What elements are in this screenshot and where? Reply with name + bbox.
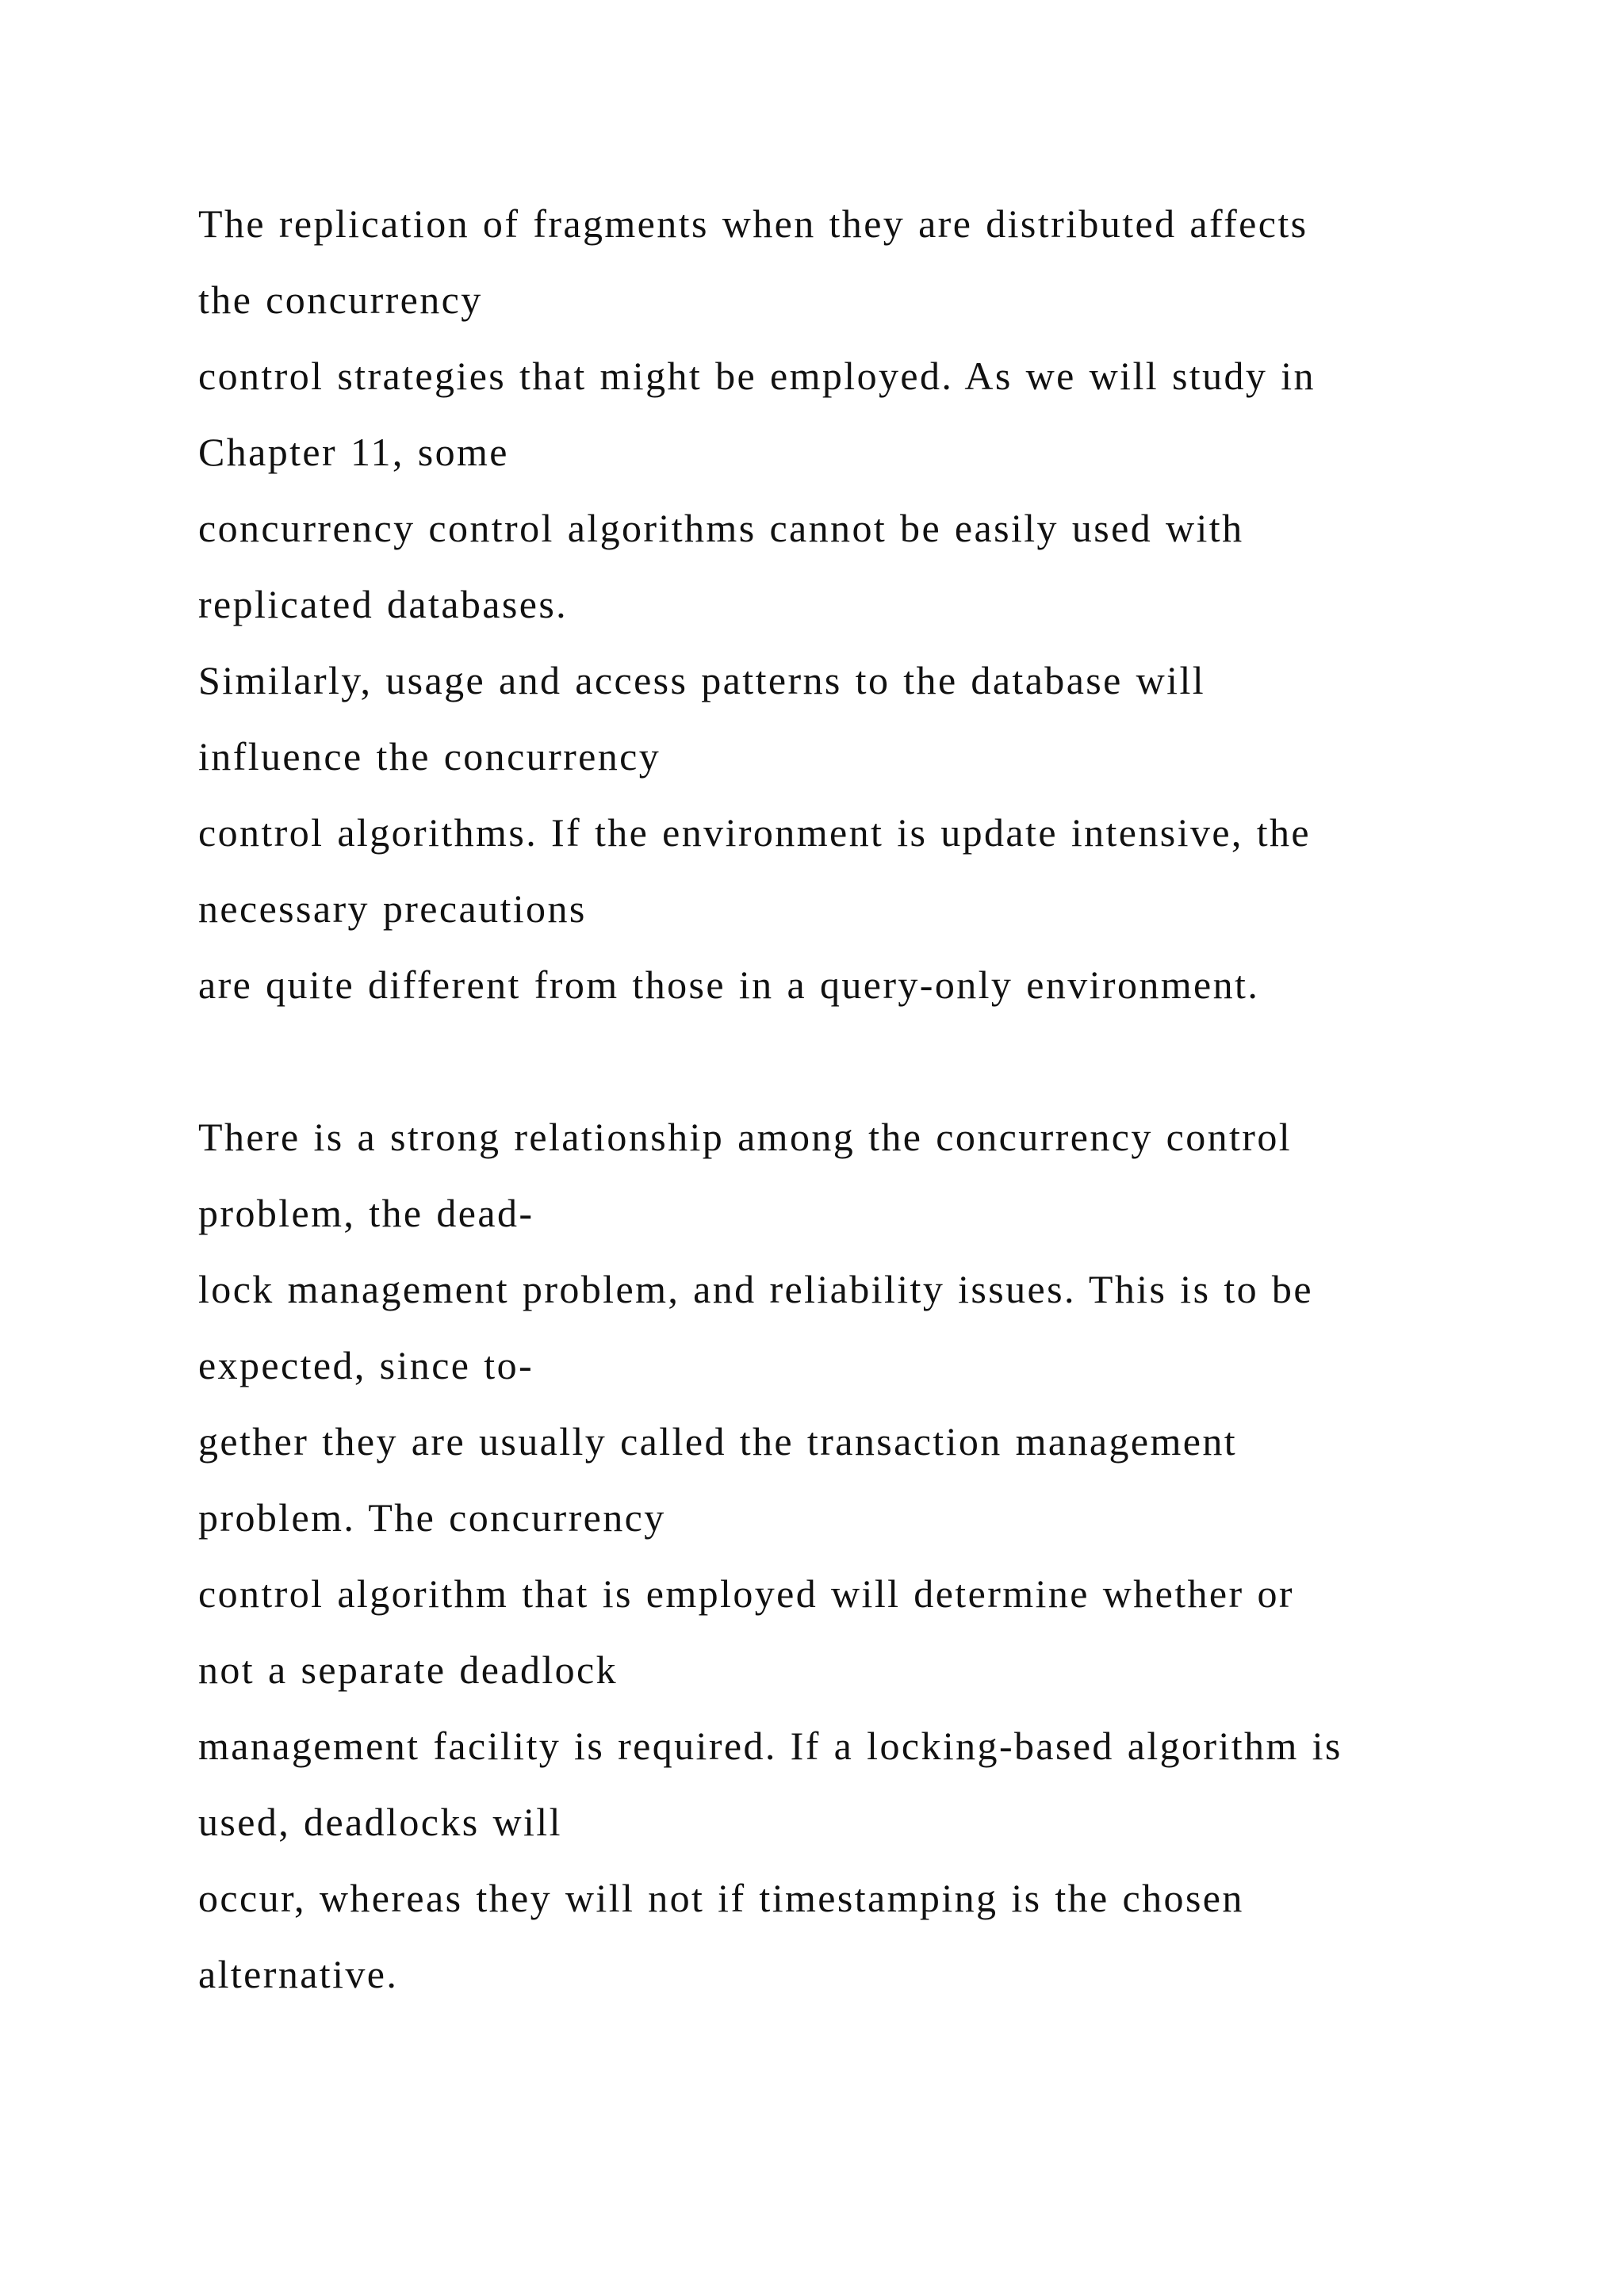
- text-line: necessary precautions: [198, 886, 587, 931]
- text-line: problem. The concurrency: [198, 1495, 666, 1540]
- text-line: There is a strong relationship among the concurrency control: [198, 1115, 1293, 1159]
- text-line: The replication of fragments when they are distributed affects: [198, 201, 1308, 246]
- text-line: not a separate deadlock: [198, 1647, 619, 1692]
- text-line: used, deadlocks will: [198, 1800, 562, 1844]
- document-body: [198, 186, 1546, 2012]
- text-line: Similarly, usage and access patterns to the database will: [198, 658, 1206, 702]
- text-line: management facility is required. If a locking-based algorithm is: [198, 1724, 1342, 1768]
- text-line: influence the concurrency: [198, 734, 661, 779]
- text-line: expected, since to-: [198, 1343, 534, 1387]
- paragraph-1: [198, 186, 1546, 1023]
- text-line: control strategies that might be employed. As we will study in: [198, 354, 1316, 398]
- text-line: Chapter 11, some: [198, 430, 509, 474]
- text-line: control algorithm that is employed will determine whether or: [198, 1571, 1294, 1616]
- text-line: concurrency control algorithms cannot be easily used with: [198, 506, 1244, 550]
- text-line: are quite different from those in a query-only environment.: [198, 962, 1260, 1007]
- text-line: replicated databases.: [198, 582, 569, 626]
- text-line: lock management problem, and reliability issues. This is to be: [198, 1267, 1313, 1311]
- text-line: control algorithms. If the environment is update intensive, the: [198, 810, 1312, 855]
- text-line: the concurrency: [198, 277, 483, 322]
- text-line: occur, whereas they will not if timestamping is the chosen: [198, 1876, 1244, 1920]
- paragraph-2: [198, 1099, 1546, 2012]
- paragraph-spacer: [198, 1023, 1546, 1099]
- text-line: problem, the dead-: [198, 1191, 534, 1235]
- text-line: gether they are usually called the transaction management: [198, 1419, 1238, 1464]
- text-line: alternative.: [198, 1952, 399, 1996]
